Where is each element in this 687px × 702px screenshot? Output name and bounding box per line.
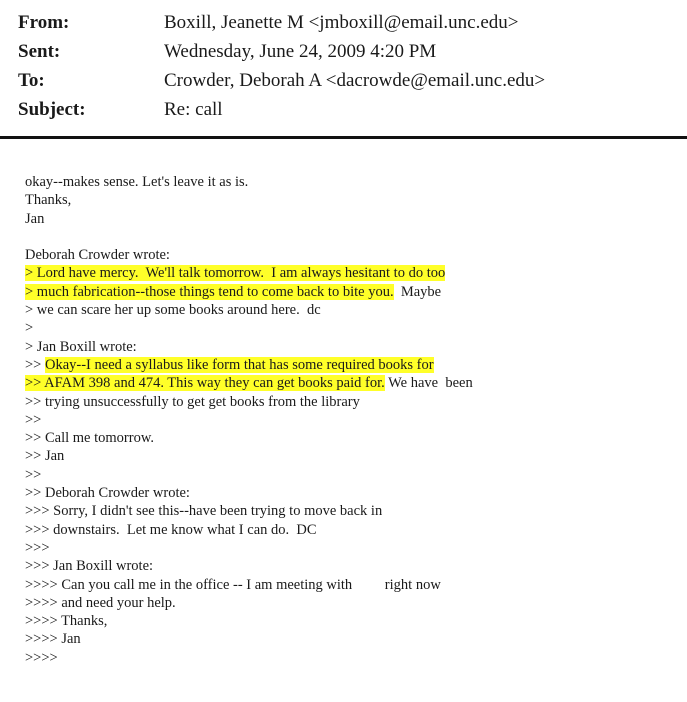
body-line: >>>> Can you call me in the office -- I am meeting with right now <box>25 576 441 593</box>
sent-row <box>18 37 678 66</box>
highlighted-text: >> AFAM 398 and 474. This way they can get books paid for. <box>25 375 385 392</box>
from-label: From: <box>18 11 70 33</box>
body-line: Deborah Crowder wrote: <box>25 247 170 264</box>
body-line: > we can scare her up some books around here. dc <box>25 302 321 319</box>
to-label: To: <box>18 69 45 91</box>
subject-value: Re: call <box>164 98 223 120</box>
to-row <box>18 66 678 95</box>
subject-label: Subject: <box>18 98 86 120</box>
body-line: >>>> Jan <box>25 631 81 648</box>
email-header <box>18 8 678 124</box>
body-text: We have been <box>384 375 473 392</box>
highlighted-text: > Lord have mercy. We'll talk tomorrow. I am always hesitant to do too <box>25 265 446 282</box>
body-line: >> Deborah Crowder wrote: <box>25 485 190 502</box>
from-value: Boxill, Jeanette M <jmboxill@email.unc.edu> <box>164 11 519 33</box>
body-line <box>25 374 680 392</box>
body-line: > <box>25 320 34 337</box>
body-line: >> Jan <box>25 448 65 465</box>
highlighted-text: > much fabrication--those things tend to come back to bite you. <box>25 283 394 300</box>
body-line: >>> <box>25 539 50 556</box>
body-line <box>25 283 680 301</box>
sent-label: Sent: <box>18 40 61 62</box>
body-line: >>> downstairs. Let me know what I can do. DC <box>25 521 317 538</box>
body-line: >>> Jan Boxill wrote: <box>25 558 154 575</box>
body-line: Thanks, <box>25 192 72 209</box>
body-line: Jan <box>25 210 45 227</box>
body-line: >>>> and need your help. <box>25 594 176 611</box>
body-line: >> <box>25 411 42 428</box>
subject-row <box>18 95 678 124</box>
quote-marker: >> <box>25 356 45 373</box>
body-line: okay--makes sense. Let's leave it as is. <box>25 174 249 190</box>
sent-value: Wednesday, June 24, 2009 4:20 PM <box>164 40 437 62</box>
email-body <box>25 173 680 667</box>
header-divider <box>0 136 687 139</box>
body-line <box>25 228 680 246</box>
to-value: Crowder, Deborah A <dacrowde@email.unc.edu> <box>164 69 546 91</box>
body-line: >>>> <box>25 649 58 666</box>
from-row <box>18 8 678 37</box>
body-line: >>> Sorry, I didn't see this--have been trying to move back in <box>25 503 383 520</box>
body-line <box>25 264 680 282</box>
body-line: > Jan Boxill wrote: <box>25 338 137 355</box>
body-line: >>>> Thanks, <box>25 613 108 630</box>
body-text: Maybe <box>393 283 442 300</box>
body-line: >> trying unsuccessfully to get get books from the library <box>25 393 360 410</box>
highlighted-text: Okay--I need a syllabus like form that has some required books for <box>44 356 434 373</box>
body-line: >> <box>25 466 42 483</box>
body-line <box>25 356 680 374</box>
body-line: >> Call me tomorrow. <box>25 430 154 447</box>
